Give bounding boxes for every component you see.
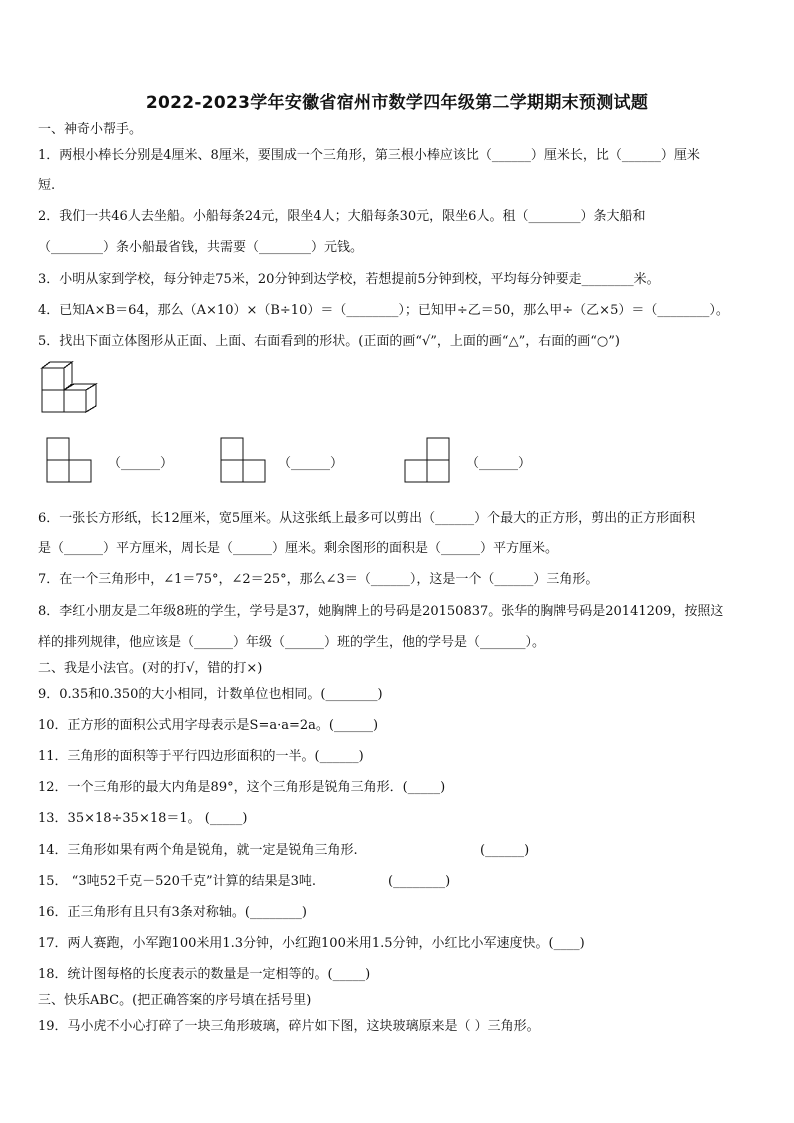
- section-heading-3: 三、快乐ABC。(把正确答案的序号填在括号里): [38, 993, 312, 1008]
- question-10: 10．正方形的面积公式用字母表示是S=a·a=2a。(______): [38, 718, 379, 733]
- question-1-line-1: 1．两根小棒长分别是4厘米、8厘米，要围成一个三角形，第三根小棒应该比（______）厘米长，比（______）厘米: [38, 148, 700, 163]
- view-option-2-figure: [220, 437, 268, 485]
- question-2-line-2: （________）条小船最省钱，共需要（________）元钱。: [38, 240, 364, 255]
- view-option-3-figure: [404, 437, 452, 487]
- question-14-blank[interactable]: (______): [480, 843, 530, 858]
- question-5: 5．找出下面立体图形从正面、上面、右面看到的形状。(正面的画“√”，上面的画“△”，右面的画“○”): [38, 334, 620, 349]
- question-3: 3．小明从家到学校，每分钟走75米，20分钟到达学校，若想提前5分钟到校，平均每分钟要走________米。: [38, 272, 660, 287]
- question-2-line-1: 2．我们一共46人去坐船。小船每条24元，限坐4人；大船每条30元，限坐6人。租（________）条大船和: [38, 209, 646, 224]
- question-7: 7．在一个三角形中，∠1＝75°，∠2＝25°，那么∠3＝（______），这是一个（______）三角形。: [38, 572, 599, 587]
- question-18: 18．统计图每格的长度表示的数量是一定相等的。(_____): [38, 967, 371, 982]
- section-heading-1: 一、神奇小帮手。: [38, 122, 143, 137]
- page-title: 2022-2023学年安徽省宿州市数学四年级第二学期期末预测试题: [145, 93, 649, 113]
- question-16: 16．正三角形有且只有3条对称轴。(________): [38, 905, 307, 920]
- question-4: 4．已知A×B＝64，那么（A×10）×（B÷10）＝（________）；已知甲÷乙＝50，那么甲÷（乙×5）＝（________）。: [38, 303, 729, 318]
- question-15: 15． “3吨52千克－520千克”计算的结果是3吨.: [38, 874, 316, 889]
- question-8-line-2: 样的排列规律，他应该是（______）年级（______）班的学生，他的学号是（_______）。: [38, 635, 546, 650]
- question-8-line-1: 8．李红小朋友是二年级8班的学生，学号是37，她胸牌上的号码是20150837。张华的胸牌号码是20141209，按照这: [38, 604, 724, 619]
- question-1-line-2: 短.: [38, 178, 56, 193]
- question-11: 11．三角形的面积等于平行四边形面积的一半。(______): [38, 749, 364, 764]
- question-12: 12．一个三角形的最大内角是89°，这个三角形是锐角三角形．(_____): [38, 780, 446, 795]
- question-19: 19．马小虎不小心打碎了一块三角形玻璃，碎片如下图，这块玻璃原来是（ ）三角形。: [38, 1019, 540, 1034]
- question-6-line-2: 是（______）平方厘米，周长是（______）厘米。剩余图形的面积是（______）平方厘米。: [38, 541, 559, 556]
- view-option-1-blank[interactable]: （______）: [108, 456, 174, 471]
- cube-solid-figure: [40, 360, 102, 414]
- section-heading-2: 二、我是小法官。(对的打√，错的打×): [38, 661, 263, 676]
- view-option-3-blank[interactable]: （______）: [466, 456, 532, 471]
- question-13: 13．35×18÷35×18＝1。 (_____): [38, 811, 248, 826]
- question-15-blank[interactable]: (________): [388, 874, 451, 889]
- view-option-1-figure: [46, 437, 94, 485]
- question-17: 17．两人赛跑，小军跑100米用1.3分钟，小红跑100米用1.5分钟，小红比小军速度快。(____): [38, 936, 585, 951]
- view-option-2-blank[interactable]: （______）: [278, 456, 344, 471]
- question-14: 14．三角形如果有两个角是锐角，就一定是锐角三角形.: [38, 843, 358, 858]
- question-9: 9．0.35和0.350的大小相同，计数单位也相同。(________): [38, 687, 383, 702]
- question-6-line-1: 6．一张长方形纸，长12厘米，宽5厘米。从这张纸上最多可以剪出（______）个最大的正方形，剪出的正方形面积: [38, 511, 696, 526]
